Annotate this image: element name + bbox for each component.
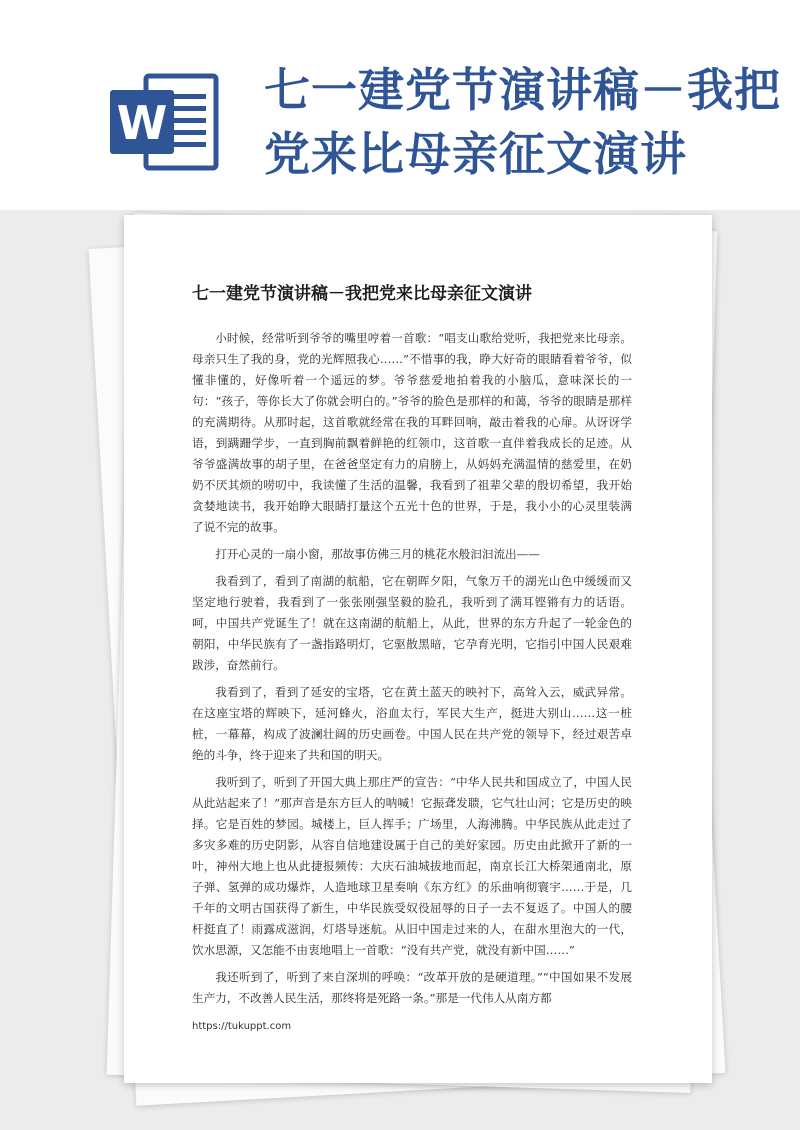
document-body: [192, 328, 632, 1015]
paragraph: 我看到了，看到了延安的宝塔，它在黄土蓝天的映衬下，高耸入云，威武异常。在这座宝塔的辉映下，延河蜂火，浴血太行，军民大生产，挺进大别山……这一桩桩，一幕幕，构成了波澜壮阔的历史画卷。中国人民在共产党的领导下，经过艰苦卓绝的斗争，终于迎来了共和国的明天。: [192, 685, 632, 762]
paragraph: 我看到了，看到了南湖的航船，它在朝晖夕阳，气象万千的湖光山色中缓缓而又坚定地行驶着，我看到了一张张刚强坚毅的脸孔，我听到了满耳铿锵有力的话语。呵，中国共产党诞生了！就在这南湖的航船上，从此，世界的东方升起了一轮金色的朝阳，中华民族有了一盏指路明灯，它驱散黑暗，它孕育光明，它指引中国人民艰难跋涉，奋然前行。: [192, 574, 632, 672]
paragraph: 我听到了，听到了开国大典上那庄严的宣告：“中华人民共和国成立了，中国人民从此站起来了！”那声音是东方巨人的呐喊！它振聋发聩，它气壮山河；它是历史的映择。它是百姓的梦园。城楼上，巨人挥手；广场里，人海沸腾。中华民族从此走过了多灾多难的历史阴影，从容自信地建设属于自己的美好家园。历史由此掀开了新的一叶，神州大地上也从此捷报频传：大庆石油城拔地而起，南京长江大桥架通南北，原子弹、氢弹的成功爆炸，人造地球卫星奏响《东方红》的乐曲响彻寰宇……于是，几千年的文明古国获得了新生，中华民族受奴役屈辱的日子一去不复返了。中国人的腰杆挺直了！雨露成滋润，灯塔导迷航。从旧中国走过来的人，在甜水里泡大的一代，饮水思源，又怎能不由衷地唱上一首歌：“没有共产党，就没有新中国……”: [192, 775, 632, 957]
word-document-icon: [108, 72, 220, 172]
page-heading: 七一建党节演讲稿－我把党来比母亲征文演讲: [192, 284, 532, 304]
paragraph: 我还听到了，听到了来自深圳的呼唤：“改革开放的是硬道理。”“中国如果不发展生产力，不改善人民生活，那终将是死路一条。”那是一代伟人从南方都: [192, 970, 632, 1005]
document-page: [124, 215, 712, 1083]
footer-url: https://tukuppt.com: [192, 1021, 292, 1032]
word-icon-letter: W: [116, 96, 168, 150]
paragraph: 打开心灵的一扇小窗，那故事仿佛三月的桃花水般汩汩流出——: [215, 547, 540, 561]
banner: [0, 0, 800, 210]
paragraph: 小时候，经常听到爷爷的嘴里哼着一首歌：“唱支山歌给党听，我把党来比母亲。母亲只生了我的身，党的光辉照我心……”不惜事的我，睁大好奇的眼睛看着爷爷，似懂非懂的，好像听着一个遥远的梦。爷爷慈爱地拍着我的小脑瓜，意味深长的一句：“孩子，等你长大了你就会明白的。”爷爷的脸色是那样的和蔼，爷爷的眼睛是那样的充满期待。从那时起，这首歌就经常在我的耳畔回响，敲击着我的心扉。从讶讶学语，到蹒跚学步，一直到胸前飘着鲜艳的红领巾，这首歌一直伴着我成长的足迹。从爷爷盛满故事的胡子里，在爸爸坚定有力的肩膀上，从妈妈充满温情的慈爱里，在奶奶不厌其烦的唠叨中，我读懂了生活的温馨，我看到了祖辈父辈的殷切希望，我开始贪婪地读书，我开始睁大眼睛打量这个五光十色的世界，于是，我小小的心灵里装满了说不完的故事。: [192, 331, 632, 534]
document-title: 七一建党节演讲稿－我把党来比母亲征文演讲: [264, 63, 781, 181]
